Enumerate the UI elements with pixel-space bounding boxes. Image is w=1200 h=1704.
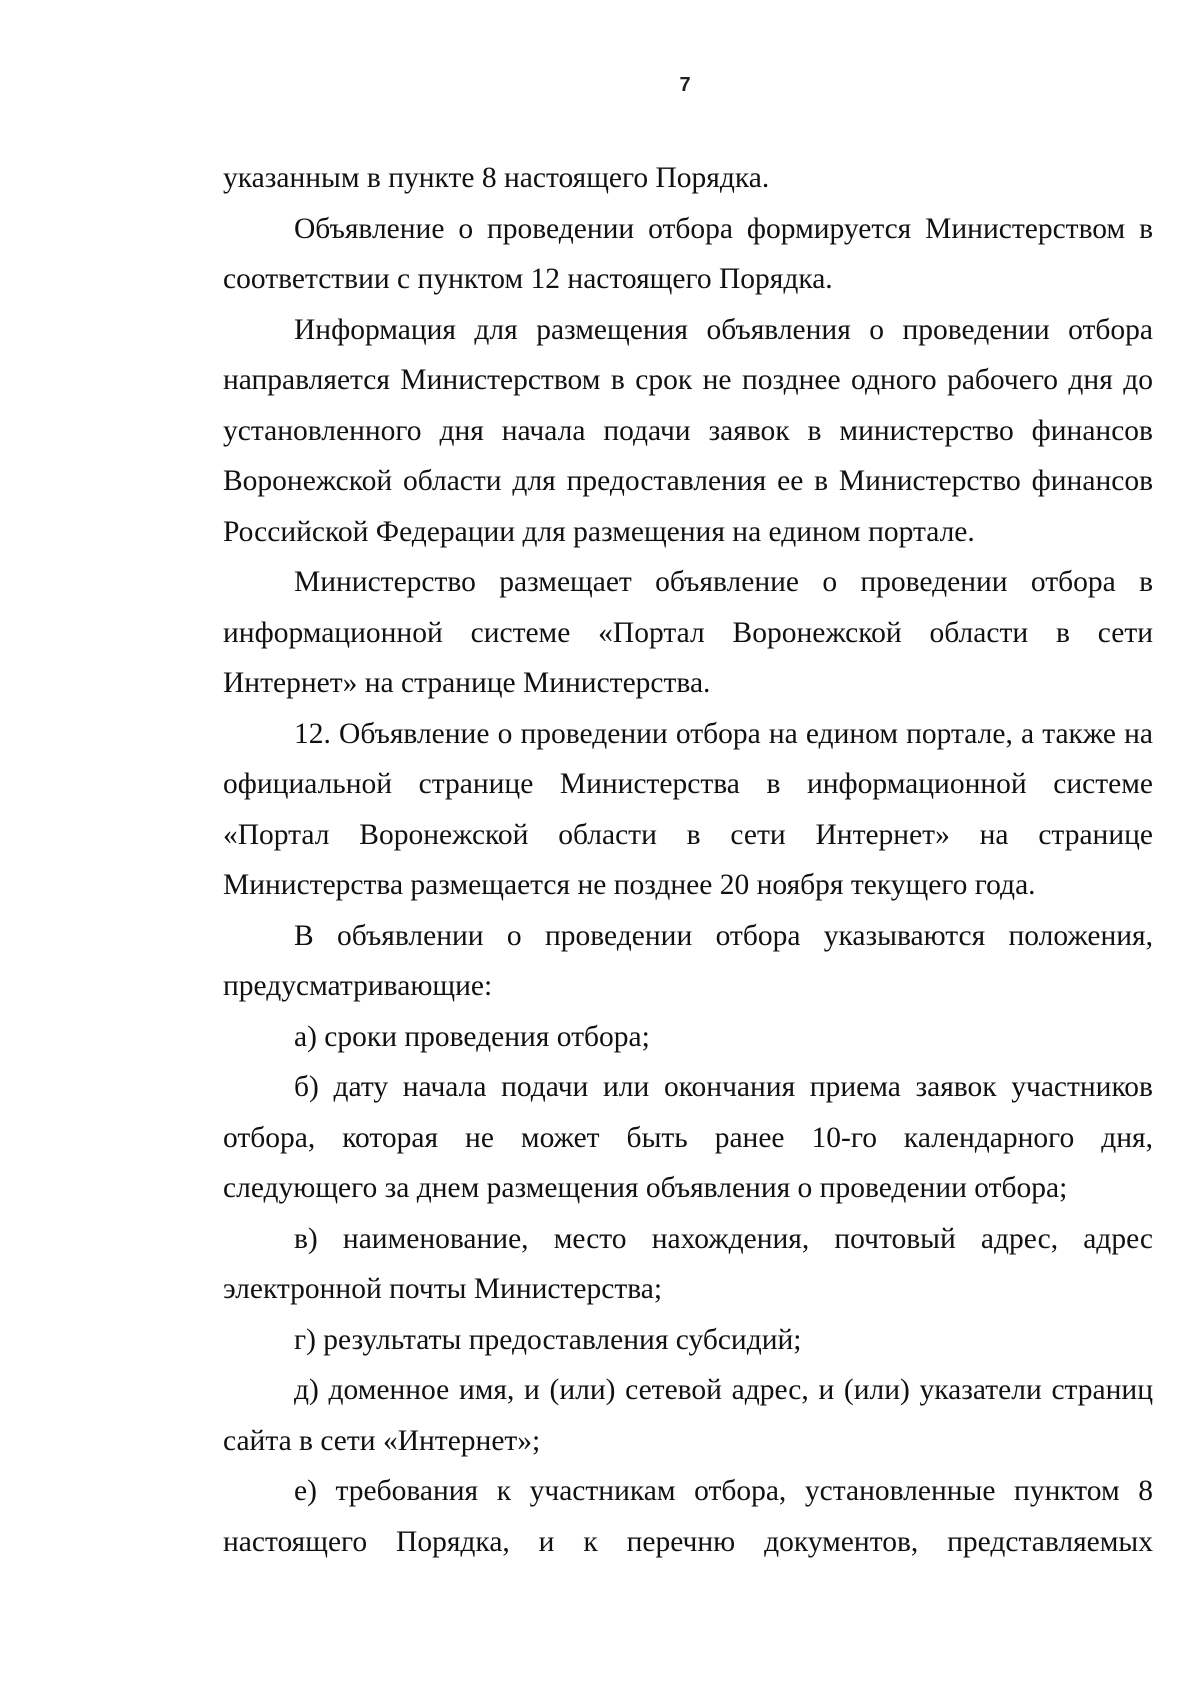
document-body: [223, 153, 1153, 1567]
list-item-e: е) требования к участникам отбора, установленные пунктом 8 настоящего Порядка, и к перечню документов, представляемых: [223, 1475, 1153, 1558]
paragraph-information-submission: Информация для размещения объявления о проведении отбора направляется Министерством в срок не позднее одного рабочего дня до установленного дня начала подачи заявок в министерство финансов Воронежской области для предоставления ее в Министерство финансов Российской Федерации для размещения на едином портале.: [223, 313, 1153, 548]
list-item-b: б) дату начала подачи или окончания приема заявок участников отбора, которая не может быть ранее 10-го календарного дня, следующего за днем размещения объявления о проведении отбора;: [223, 1071, 1153, 1204]
paragraph-continuation: указанным в пункте 8 настоящего Порядка.: [223, 162, 770, 194]
list-item-d: д) доменное имя, и (или) сетевой адрес, и (или) указатели страниц сайта в сети «Интернет»;: [223, 1374, 1153, 1457]
paragraph-announcement-provisions: В объявлении о проведении отбора указываются положения, предусматривающие:: [223, 919, 1153, 1002]
paragraph-ministry-publication: Министерство размещает объявление о проведении отбора в информационной системе «Портал Воронежской области в сети Интернет» на странице Министерства.: [223, 566, 1153, 699]
list-item-a: а) сроки проведения отбора;: [294, 1020, 650, 1053]
list-item-v: в) наименование, место нахождения, почтовый адрес, адрес электронной почты Министерства;: [223, 1222, 1153, 1305]
paragraph-announcement-formation: Объявление о проведении отбора формируется Министерством в соответствии с пунктом 12 настоящего Порядка.: [223, 212, 1153, 295]
page-number: 7: [679, 74, 691, 96]
list-item-g: г) результаты предоставления субсидий;: [294, 1323, 802, 1356]
paragraph-item-12: 12. Объявление о проведении отбора на едином портале, а также на официальной странице Министерства в информационной системе «Портал Воронежской области в сети Интернет» на странице Министерства размещается не позднее 20 ноября текущего года.: [223, 717, 1153, 901]
